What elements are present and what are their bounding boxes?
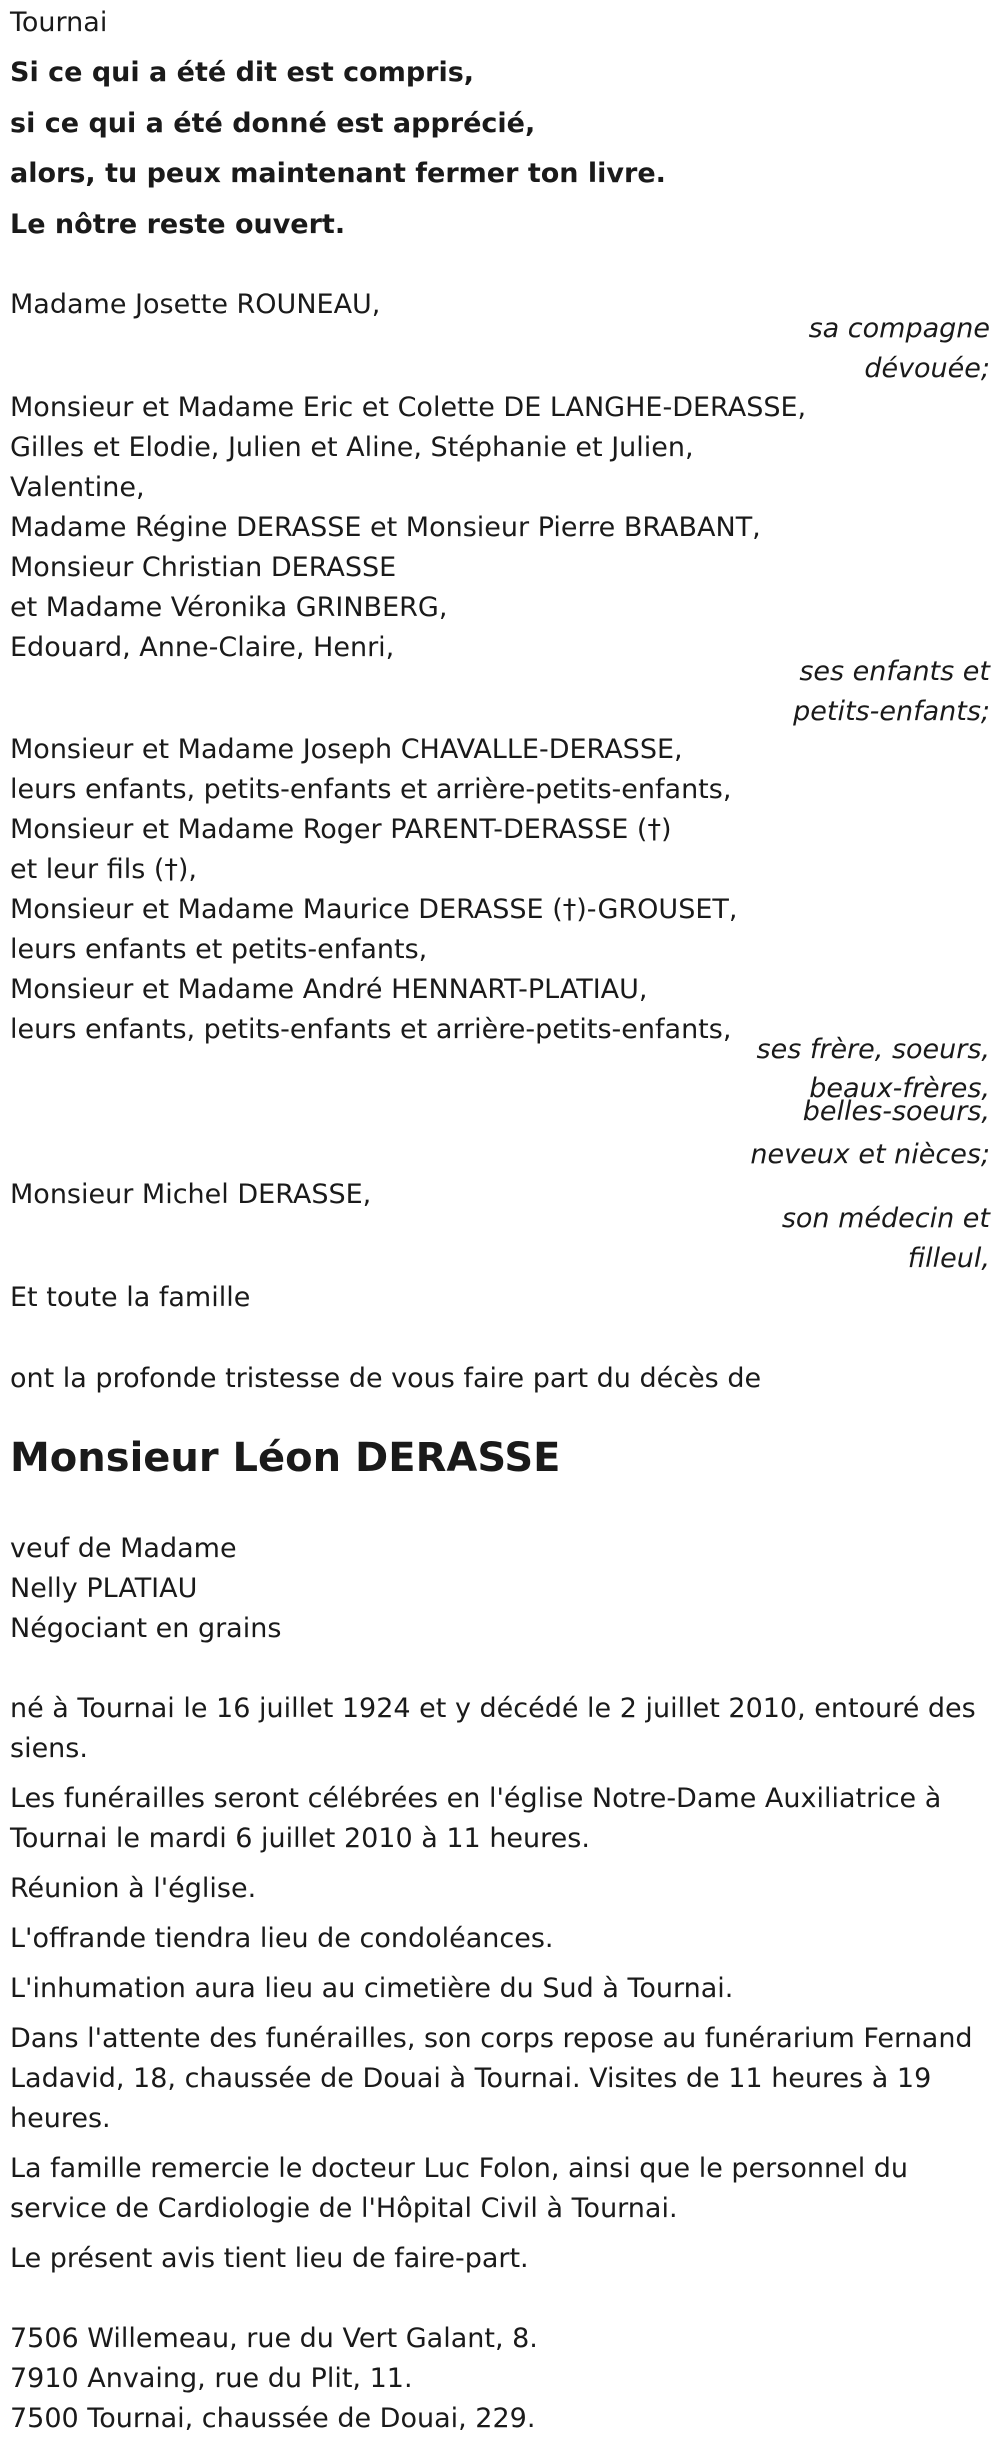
siblings-relation-4: neveux et nièces; (750, 1139, 990, 1170)
siblings-name-8: leurs enfants, petits-enfants et arrière-petits-enfants, (10, 1014, 732, 1045)
detail-funerarium-line-2: Ladavid, 18, chaussée de Douai à Tournai. Visites de 11 heures à 19 (10, 2063, 932, 2094)
quote-line-4: Le nôtre reste ouvert. (10, 209, 346, 240)
children-name-3: Valentine, (10, 472, 145, 503)
siblings-relation-2: beaux-frères, (809, 1073, 990, 1104)
deceased-info-3: Négociant en grains (10, 1613, 282, 1644)
quote-line-1: Si ce qui a été dit est compris, (10, 57, 475, 88)
detail-funerarium-line-3: heures. (10, 2103, 111, 2134)
deceased-name: Monsieur Léon DERASSE (10, 1435, 561, 1481)
detail-funeral-line-1: Les funérailles seront célébrées en l'église Notre-Dame Auxiliatrice à (10, 1783, 942, 1814)
children-name-4: Madame Régine DERASSE et Monsieur Pierre BRABANT, (10, 512, 761, 543)
address-3: 7500 Tournai, chaussée de Douai, 229. (10, 2403, 536, 2434)
partner-name: Madame Josette ROUNEAU, (10, 289, 381, 320)
partner-relation-1: sa compagne (808, 313, 990, 344)
siblings-name-7: Monsieur et Madame André HENNART-PLATIAU, (10, 974, 648, 1005)
detail-offering: L'offrande tiendra lieu de condoléances. (10, 1923, 554, 1954)
detail-thanks-line-1: La famille remercie le docteur Luc Folon, ainsi que le personnel du (10, 2153, 909, 2184)
children-name-7: Edouard, Anne-Claire, Henri, (10, 632, 395, 663)
partner-relation-2: dévouée; (864, 353, 990, 384)
siblings-name-4: et leur fils (†), (10, 854, 197, 885)
siblings-relation-1: ses frère, soeurs, (756, 1034, 990, 1065)
siblings-relation-3: belles-soeurs, (802, 1096, 990, 1127)
detail-reunion: Réunion à l'église. (10, 1873, 257, 1904)
detail-burial: L'inhumation aura lieu au cimetière du Sud à Tournai. (10, 1973, 734, 2004)
detail-notice: Le présent avis tient lieu de faire-part. (10, 2243, 529, 2274)
address-2: 7910 Anvaing, rue du Plit, 11. (10, 2363, 413, 2394)
announcement: ont la profonde tristesse de vous faire part du décès de (10, 1363, 762, 1394)
siblings-name-1: Monsieur et Madame Joseph CHAVALLE-DERASSE, (10, 734, 683, 765)
detail-funerarium-line-1: Dans l'attente des funérailles, son corps repose au funérarium Fernand (10, 2023, 973, 2054)
doctor-relation-1: son médecin et (781, 1203, 990, 1234)
family-line: Et toute la famille (10, 1282, 251, 1313)
deceased-info-1: veuf de Madame (10, 1533, 237, 1564)
siblings-name-6: leurs enfants et petits-enfants, (10, 934, 428, 965)
doctor-relation-2: filleul, (907, 1243, 990, 1274)
children-relation-1: ses enfants et (799, 656, 990, 687)
children-name-6: et Madame Véronika GRINBERG, (10, 592, 448, 623)
doctor-name: Monsieur Michel DERASSE, (10, 1179, 372, 1210)
address-1: 7506 Willemeau, rue du Vert Galant, 8. (10, 2323, 538, 2354)
detail-birth-line-1: né à Tournai le 16 juillet 1924 et y décédé le 2 juillet 2010, entouré des (10, 1693, 976, 1724)
siblings-name-5: Monsieur et Madame Maurice DERASSE (†)-GROUSET, (10, 894, 738, 925)
children-name-2: Gilles et Elodie, Julien et Aline, Stéphanie et Julien, (10, 432, 694, 463)
detail-birth-line-2: siens. (10, 1733, 88, 1764)
detail-thanks-line-2: service de Cardiologie de l'Hôpital Civil à Tournai. (10, 2193, 678, 2224)
children-relation-2: petits-enfants; (793, 696, 990, 727)
siblings-name-3: Monsieur et Madame Roger PARENT-DERASSE (†) (10, 814, 672, 845)
quote-line-2: si ce qui a été donné est apprécié, (10, 108, 536, 139)
quote-line-3: alors, tu peux maintenant fermer ton livre. (10, 158, 666, 189)
children-name-1: Monsieur et Madame Eric et Colette DE LANGHE-DERASSE, (10, 392, 807, 423)
city-heading: Tournai (10, 7, 108, 38)
children-name-5: Monsieur Christian DERASSE (10, 552, 397, 583)
siblings-name-2: leurs enfants, petits-enfants et arrière-petits-enfants, (10, 774, 732, 805)
detail-funeral-line-2: Tournai le mardi 6 juillet 2010 à 11 heures. (10, 1823, 590, 1854)
deceased-info-2: Nelly PLATIAU (10, 1573, 198, 1604)
